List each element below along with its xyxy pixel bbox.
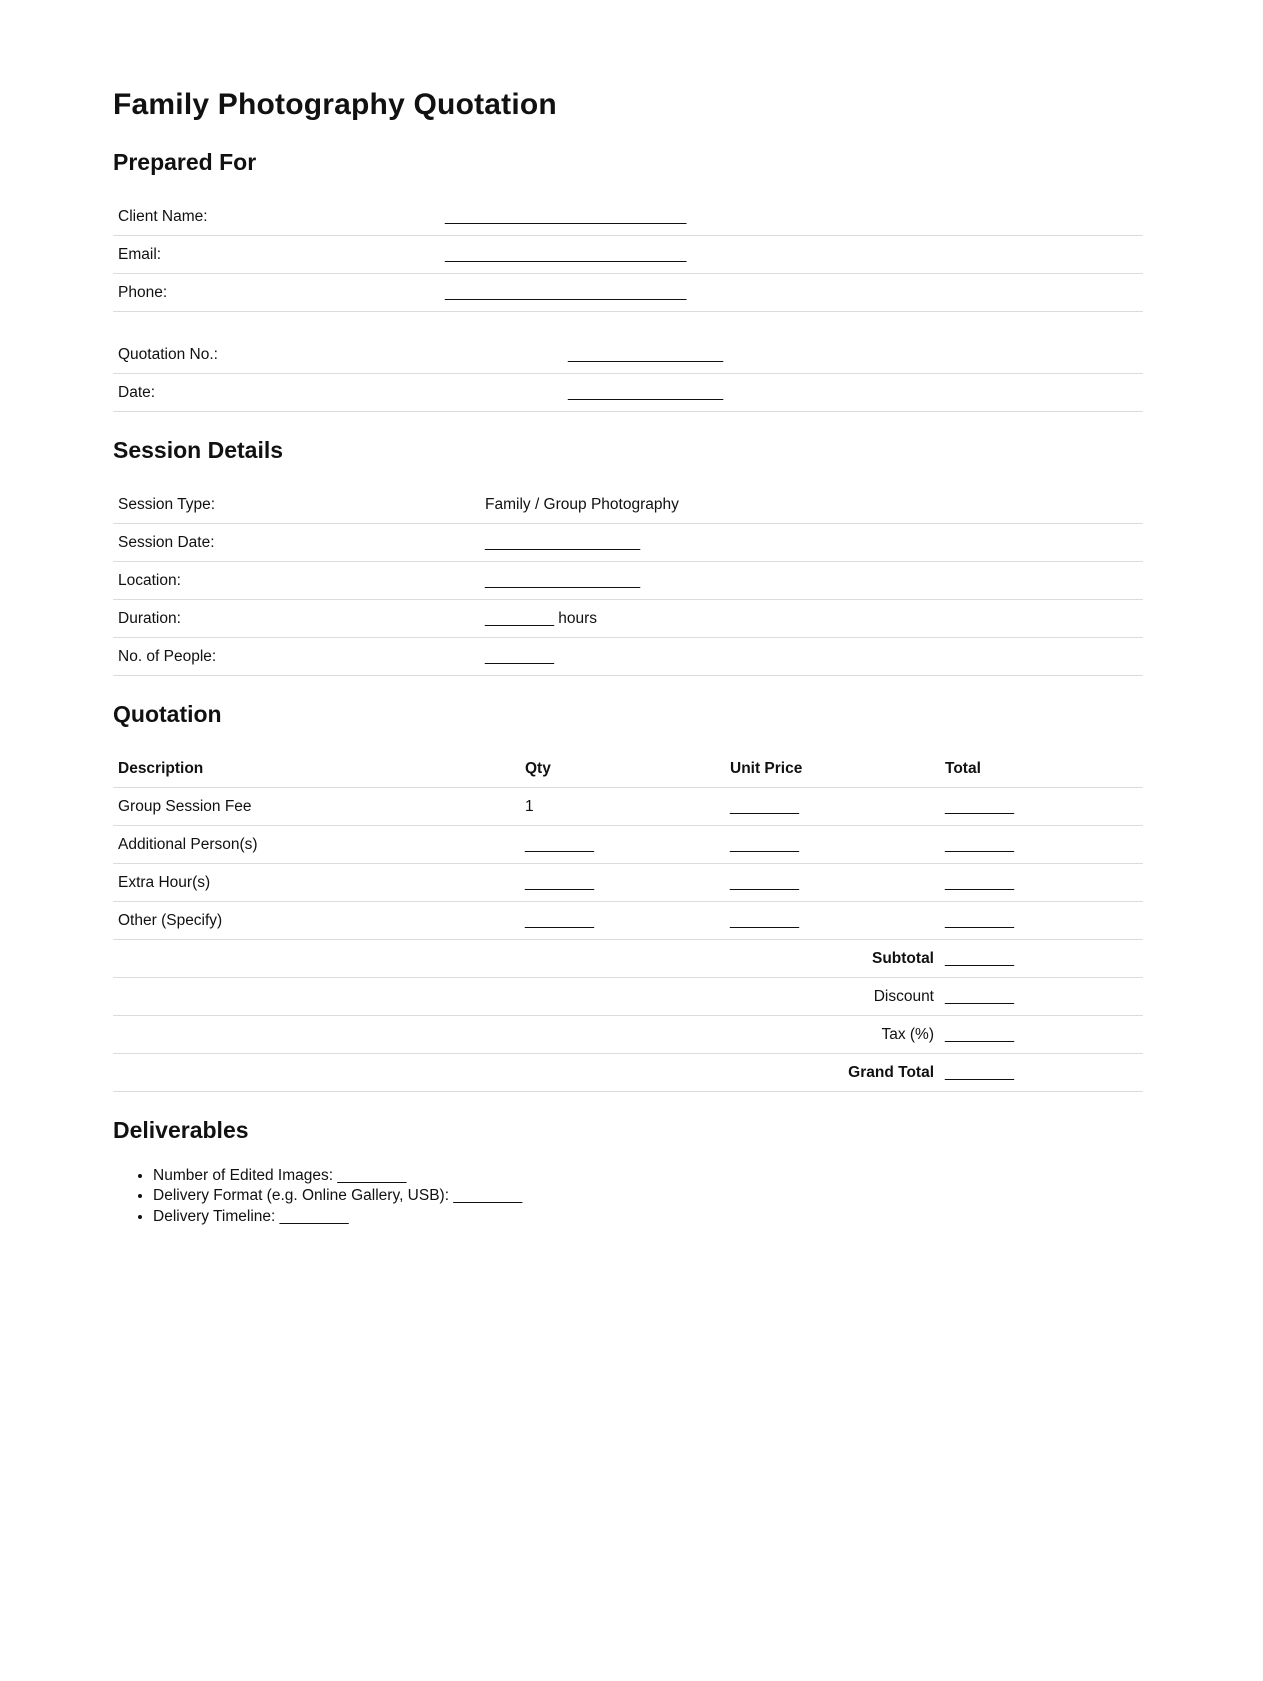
summary-value-blank: ________ xyxy=(940,977,1143,1015)
field-label: Location: xyxy=(113,561,480,599)
quotation-table xyxy=(113,750,1143,1092)
deliverable-item-edited-images: • Number of Edited Images: ________ xyxy=(153,1166,1143,1186)
column-header-unit-price: Unit Price xyxy=(725,750,940,788)
quotation-row-extra-hours xyxy=(113,863,1143,901)
cell-total-blank: ________ xyxy=(940,901,1143,939)
summary-value-blank: ________ xyxy=(940,1015,1143,1053)
page-title: Family Photography Quotation xyxy=(113,88,557,121)
field-value-blank: __________________ xyxy=(480,561,1143,599)
quotation-row-other xyxy=(113,901,1143,939)
field-label: Email: xyxy=(113,235,440,273)
field-label: Session Type: xyxy=(113,486,480,524)
cell-qty: 1 xyxy=(520,787,725,825)
field-value-blank: __________________ xyxy=(563,373,1143,411)
section-heading-prepared-for: Prepared For xyxy=(113,149,257,175)
summary-row-subtotal xyxy=(113,939,1143,977)
cell-total-blank: ________ xyxy=(940,787,1143,825)
quotation-header-row xyxy=(113,750,1143,788)
cell-qty-blank: ________ xyxy=(520,901,725,939)
field-row-quotation-no xyxy=(113,336,1143,374)
field-value-blank: __________________ xyxy=(480,523,1143,561)
field-row-no-of-people xyxy=(113,637,1143,675)
cell-description: Additional Person(s) xyxy=(113,825,520,863)
field-label: Client Name: xyxy=(113,198,440,236)
field-row-phone xyxy=(113,273,1143,311)
field-row-email xyxy=(113,235,1143,273)
section-heading-deliverables: Deliverables xyxy=(113,1116,249,1143)
summary-value-blank: ________ xyxy=(940,1053,1143,1091)
field-row-session-type xyxy=(113,486,1143,524)
contact-fields-table xyxy=(113,198,1143,312)
deliverable-item-delivery-timeline: • Delivery Timeline: ________ xyxy=(153,1207,1143,1227)
session-details-table xyxy=(113,486,1143,676)
section-heading-session-details: Session Details xyxy=(113,436,284,463)
field-value-blank: __________________ xyxy=(563,336,1143,374)
field-row-duration xyxy=(113,599,1143,637)
field-label: Date: xyxy=(113,373,563,411)
field-label: Phone: xyxy=(113,273,440,311)
deliverables-list xyxy=(113,1166,1143,1227)
cell-unit-price-blank: ________ xyxy=(725,787,940,825)
cell-description: Other (Specify) xyxy=(113,901,520,939)
field-row-location xyxy=(113,561,1143,599)
quotation-meta-table xyxy=(113,336,1143,412)
summary-value-blank: ________ xyxy=(940,939,1143,977)
field-row-date xyxy=(113,373,1143,411)
summary-label-subtotal: Subtotal xyxy=(113,939,940,977)
field-value-blank: ____________________________ xyxy=(440,198,1143,236)
column-header-total: Total xyxy=(940,750,1143,788)
field-value: Family / Group Photography xyxy=(480,486,1143,524)
field-row-session-date xyxy=(113,523,1143,561)
field-value-blank: ____________________________ xyxy=(440,273,1143,311)
field-value-blank: ________ xyxy=(480,637,1143,675)
field-value-blank: ____________________________ xyxy=(440,235,1143,273)
summary-label-tax: Tax (%) xyxy=(113,1015,940,1053)
field-row-client-name xyxy=(113,198,1143,236)
deliverable-item-delivery-format: • Delivery Format (e.g. Online Gallery, USB): ________ xyxy=(153,1186,1143,1206)
cell-qty-blank: ________ xyxy=(520,863,725,901)
field-label: Quotation No.: xyxy=(113,336,563,374)
summary-row-grand-total xyxy=(113,1053,1143,1091)
summary-row-discount xyxy=(113,977,1143,1015)
quotation-row-group-session-fee xyxy=(113,787,1143,825)
quotation-row-additional-persons xyxy=(113,825,1143,863)
cell-description: Extra Hour(s) xyxy=(113,863,520,901)
column-header-description: Description xyxy=(113,750,520,788)
cell-unit-price-blank: ________ xyxy=(725,901,940,939)
column-header-qty: Qty xyxy=(520,750,725,788)
cell-total-blank: ________ xyxy=(940,863,1143,901)
cell-qty-blank: ________ xyxy=(520,825,725,863)
field-label: Duration: xyxy=(113,599,480,637)
field-value-blank: ________ hours xyxy=(480,599,1143,637)
cell-description: Group Session Fee xyxy=(113,787,520,825)
summary-label-grand-total: Grand Total xyxy=(113,1053,940,1091)
cell-total-blank: ________ xyxy=(940,825,1143,863)
summary-row-tax xyxy=(113,1015,1143,1053)
quotation-document xyxy=(113,0,1143,1226)
field-label: Session Date: xyxy=(113,523,480,561)
field-label: No. of People: xyxy=(113,637,480,675)
cell-unit-price-blank: ________ xyxy=(725,825,940,863)
section-heading-quotation: Quotation xyxy=(113,700,222,727)
cell-unit-price-blank: ________ xyxy=(725,863,940,901)
summary-label-discount: Discount xyxy=(113,977,940,1015)
